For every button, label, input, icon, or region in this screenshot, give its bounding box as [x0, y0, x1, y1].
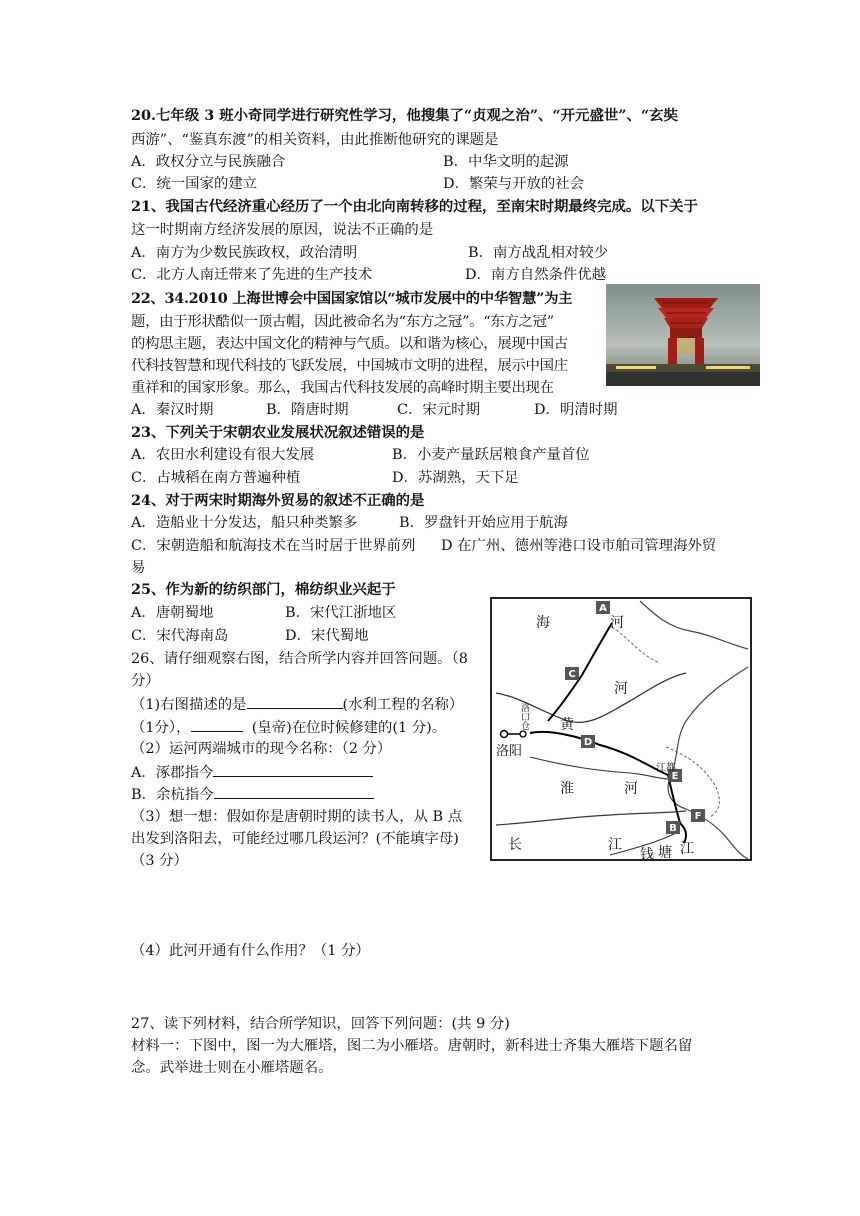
q20-option-c: C．统一国家的建立 [131, 176, 258, 192]
q27-line1: 27、读下列材料，结合所学知识，回答下列问题：(共 9 分) [131, 1016, 510, 1032]
map-label-jiang1: 江 [608, 837, 622, 853]
q24-option-d: D 在广州、德州等港口设市舶司管理海外贸 [441, 538, 717, 554]
q26-part3-line2: 出发到洛阳去，可能经过哪几段运河？(不能填字母) [131, 831, 459, 847]
emperor-blank[interactable] [191, 717, 243, 732]
q26-part4: （4）此河开通有什么作用？（1 分） [131, 943, 370, 959]
q23-line1: 23、下列关于宋朝农业发展状况叙述错误的是 [131, 424, 425, 441]
q21-option-a: A．南方为少数民族政权，政治清明 [131, 245, 358, 261]
q23-option-a: A．农田水利建设有很大发展 [131, 447, 315, 463]
q21-option-d: D．南方自然条件优越 [465, 267, 607, 283]
china-pavilion-photo [606, 284, 760, 386]
q27-line3: 念。武举进士则在小雁塔题名。 [131, 1060, 333, 1076]
q26-line1: 26、请仔细观察右图，结合所学内容并回答问题。（8 [131, 651, 468, 667]
marker-c: C [568, 669, 576, 680]
map-label-he3: 河 [624, 781, 638, 797]
q27-line2: 材料一：下图中，图一为大雁塔，图二为小雁塔。唐朝时，新科进士齐集大雁塔下题名留 [131, 1038, 693, 1054]
q22-option-a: A．秦汉时期 [131, 402, 214, 418]
q25-option-c: C．宋代海南岛 [131, 628, 229, 644]
map-label-huai: 淮 [560, 781, 574, 797]
marker-f: F [694, 811, 702, 822]
q25-line1: 25、作为新的纺织部门，棉纺织业兴起于 [131, 581, 396, 598]
q22-line4: 代科技智慧和现代科技的飞跃发展，中国城市文明的进程，展示中国庄 [131, 358, 568, 374]
q22-line5: 重祥和的国家形象。那么，我国古代科技发展的高峰时期主要出现在 [131, 380, 554, 396]
map-label-huang: 黄 [560, 717, 574, 733]
q21-option-c: C．北方人南迁带来了先进的生产技术 [131, 267, 373, 283]
map-label-jiang2: 江 [680, 841, 694, 857]
q22-line3: 的构思主题，表达中国文化的精神与气质。以和谐为核心，展现中国古 [131, 336, 568, 352]
q21-line2: 这一时期南方经济发展的原因，说法不正确的是 [131, 222, 434, 238]
grand-canal-map [490, 597, 752, 861]
q25-option-d: D．宋代蜀地 [285, 628, 369, 644]
map-label-he2: 河 [614, 681, 628, 697]
marker-a: A [599, 603, 607, 614]
q24-option-d-cont: 易 [131, 560, 146, 576]
q26-part1-score: （1分）， [131, 720, 191, 736]
q21-line1: 21、我国古代经济重心经历了一个由北向南转移的过程，至南宋时期最终完成。以下关于 [131, 198, 698, 215]
q20-option-a: A．政权分立与民族融合 [131, 154, 286, 170]
q24-option-b: B．罗盘针开始应用于航海 [399, 515, 568, 531]
q26-part3-line1: （3）想一想：假如你是唐朝时期的读书人，从 B 点 [131, 809, 463, 825]
q26-part1-suffix: (水利工程的名称） [342, 697, 464, 713]
q20-option-d: D．繁荣与开放的社会 [443, 176, 585, 192]
q26-part2-b-label: B．余杭指今 [131, 787, 214, 803]
q26-line2: 分） [131, 673, 160, 689]
q23-option-c: C．占城稻在南方普遍种植 [131, 470, 301, 486]
q26-part1-tail: (皇帝)在位时候修建的(1 分)。 [251, 720, 447, 736]
map-label-chang: 长 [508, 837, 522, 853]
marker-b: B [669, 823, 677, 834]
q26-part3-line3: （3 分） [131, 853, 188, 869]
q26-part2-b [131, 784, 374, 805]
q20-line1: 20.七年级 3 班小奇同学进行研究性学习，他搜集了“贞观之治”、“开元盛世”、“玄奘 [131, 107, 678, 124]
q21-option-b: B．南方战乱相对较少 [468, 245, 609, 261]
map-label-luokoucang: 洛口仓 [519, 703, 529, 730]
q22-option-b: B．隋唐时期 [266, 402, 349, 418]
map-label-jiangdu: 江都 [656, 763, 676, 774]
q26-part1-line2 [131, 717, 446, 738]
q22-line1: 22、34.2010 上海世博会中国国家馆以“城市发展中的中华智慧”为主 [131, 290, 573, 307]
map-label-tang: 塘 [658, 845, 672, 861]
q26-part1-prefix: （1)右图描述的是 [131, 697, 247, 713]
q22-option-c: C．宋元时期 [397, 402, 480, 418]
q24-line1: 24、对于两宋时期海外贸易的叙述不正确的是 [131, 492, 425, 509]
q20-line2: 西游”、“鉴真东渡”的相关资料，由此推断他研究的课题是 [131, 132, 499, 148]
yuhang-blank[interactable] [214, 784, 374, 799]
q22-option-d: D．明清时期 [534, 402, 618, 418]
q25-option-b: B．宋代江浙地区 [285, 605, 397, 621]
map-label-he1: 河 [610, 615, 624, 631]
map-label-qian: 钱 [640, 847, 654, 861]
q24-option-c: C．宋朝造船和航海技术在当时居于世界前列 [131, 538, 416, 554]
zhuojun-blank[interactable] [213, 762, 373, 777]
q26-part1-line1 [131, 694, 463, 715]
marker-d: D [583, 737, 593, 748]
q23-option-d: D．苏湖熟，天下足 [392, 470, 519, 486]
q26-part2-a [131, 762, 373, 783]
q23-option-b: B．小麦产量跃居粮食产量首位 [392, 447, 590, 463]
q24-option-a: A．造船业十分发达，船只种类繁多 [131, 515, 358, 531]
canal-name-blank[interactable] [247, 694, 343, 709]
q26-part2-a-label: A．涿郡指今 [131, 765, 214, 781]
q20-option-b: B．中华文明的起源 [443, 154, 569, 170]
map-label-sea: 海 [536, 615, 550, 631]
q22-line2: 题，由于形状酷似一顶古帽，因此被命名为“东方之冠”。“东方之冠” [131, 314, 554, 330]
marker-e: E [671, 771, 679, 782]
q26-part2: （2）运河两端城市的现今名称：（2 分） [131, 741, 392, 757]
q25-option-a: A．唐朝蜀地 [131, 605, 214, 621]
map-label-luoyang: 洛阳 [496, 744, 523, 759]
